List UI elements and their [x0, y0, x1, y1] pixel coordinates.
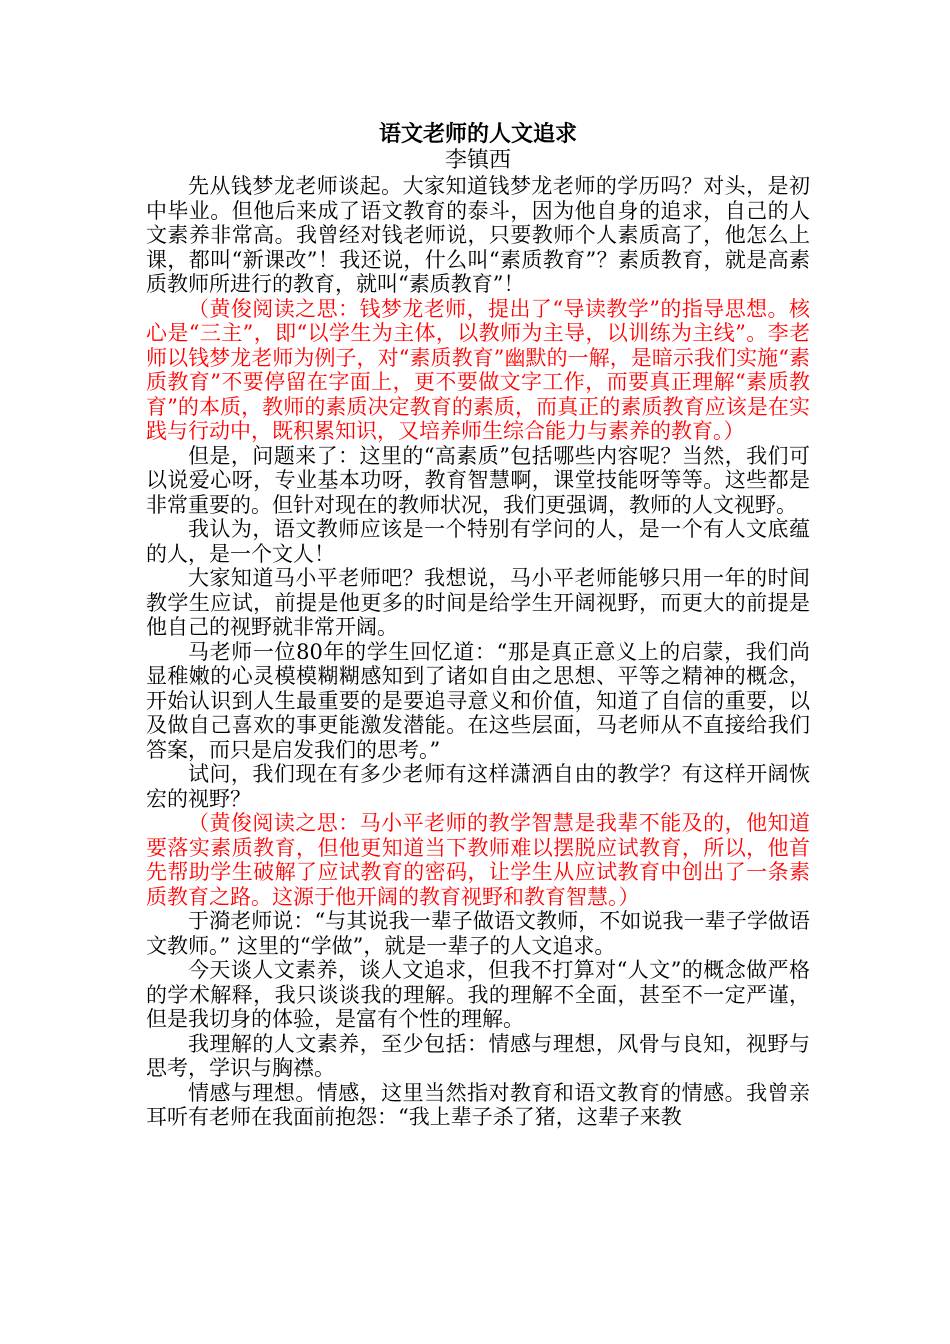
- reader-note-2: （黄俊阅读之思：马小平老师的教学智慧是我辈不能及的，他知道要落实素质教育，但他更知道当下教师难以摆脱应试教育，所以，他首先帮助学生破解了应试教育的密码，让学生从应试教育中创出了一条素质教育之路。这源于他开阔的教育视野和教育智慧。）: [146, 811, 810, 909]
- document-title: 语文老师的人文追求: [378, 121, 577, 147]
- paragraph-4: 大家知道马小平老师吧？我想说，马小平老师能够只用一年的时间教学生应试，前提是他更多的时间是给学生开阔视野，而更大的前提是他自己的视野就非常开阔。: [146, 566, 810, 639]
- paragraph-1: 先从钱梦龙老师谈起。大家知道钱梦龙老师的学历吗？对头，是初中毕业。但他后来成了语文教育的泰斗，因为他自身的追求，自己的人文素养非常高。我曾经对钱老师说，只要教师个人素质高了，他怎么上课，都叫“新课改”！我还说，什么叫“素质教育”？素质教育，就是高素质教师所进行的教育，就叫“素质教育”！: [146, 174, 810, 296]
- paragraph-7: 于漪老师说：“与其说我一辈子做语文教师，不如说我一辈子学做语文教师。” 这里的“学做”，就是一辈子的人文追求。: [146, 909, 810, 958]
- document-page: [146, 120, 810, 1130]
- paragraph-6: 试问，我们现在有多少老师有这样潇洒自由的教学？有这样开阔恢宏的视野？: [146, 762, 810, 811]
- document-author: 李镇西: [444, 148, 511, 173]
- paragraph-9: 我理解的人文素养，至少包括：情感与理想，风骨与良知，视野与思考，学识与胸襟。: [146, 1031, 810, 1080]
- paragraph-5: 马老师一位80年的学生回忆道：“那是真正意义上的启蒙，我们尚显稚嫩的心灵模模糊糊感知到了诸如自由之思想、平等之精神的概念，开始认识到人生最重要的是要追寻意义和价值，知道了自信的重要，以及做自己喜欢的事更能激发潜能。在这些层面，马老师从不直接给我们答案，而只是启发我们的思考。”: [146, 639, 810, 762]
- paragraph-10: 情感与理想。情感，这里当然指对教育和语文教育的情感。我曾亲耳听有老师在我面前抱怨：“我上辈子杀了猪，这辈子来教: [146, 1080, 810, 1129]
- paragraph-8: 今天谈人文素养，谈人文追求，但我不打算对“人文”的概念做严格的学术解释，我只谈谈我的理解。我的理解不全面，甚至不一定严谨，但是我切身的体验，是富有个性的理解。: [146, 958, 810, 1031]
- reader-note-1: （黄俊阅读之思：钱梦龙老师，提出了“导读教学”的指导思想。核心是“三主”，即“以学生为主体，以教师为主导，以训练为主线”。李老师以钱梦龙老师为例子，对“素质教育”幽默的一解，是暗示我们实施“素质教育”不要停留在字面上，更不要做文字工作，而要真正理解“素质教育”的本质，教师的素质决定教育的素质，而真正的素质教育应该是在实践与行动中，既积累知识，又培养师生综合能力与素养的教育。）: [146, 296, 810, 443]
- paragraph-3: 我认为，语文教师应该是一个特别有学问的人，是一个有人文底蕴的人，是一个文人！: [146, 517, 810, 566]
- paragraph-2: 但是，问题来了：这里的“高素质”包括哪些内容呢？当然，我们可以说爱心呀，专业基本功呀，教育智慧啊，课堂技能呀等等。这些都是非常重要的。但针对现在的教师状况，我们更强调，教师的人文视野。: [146, 443, 810, 517]
